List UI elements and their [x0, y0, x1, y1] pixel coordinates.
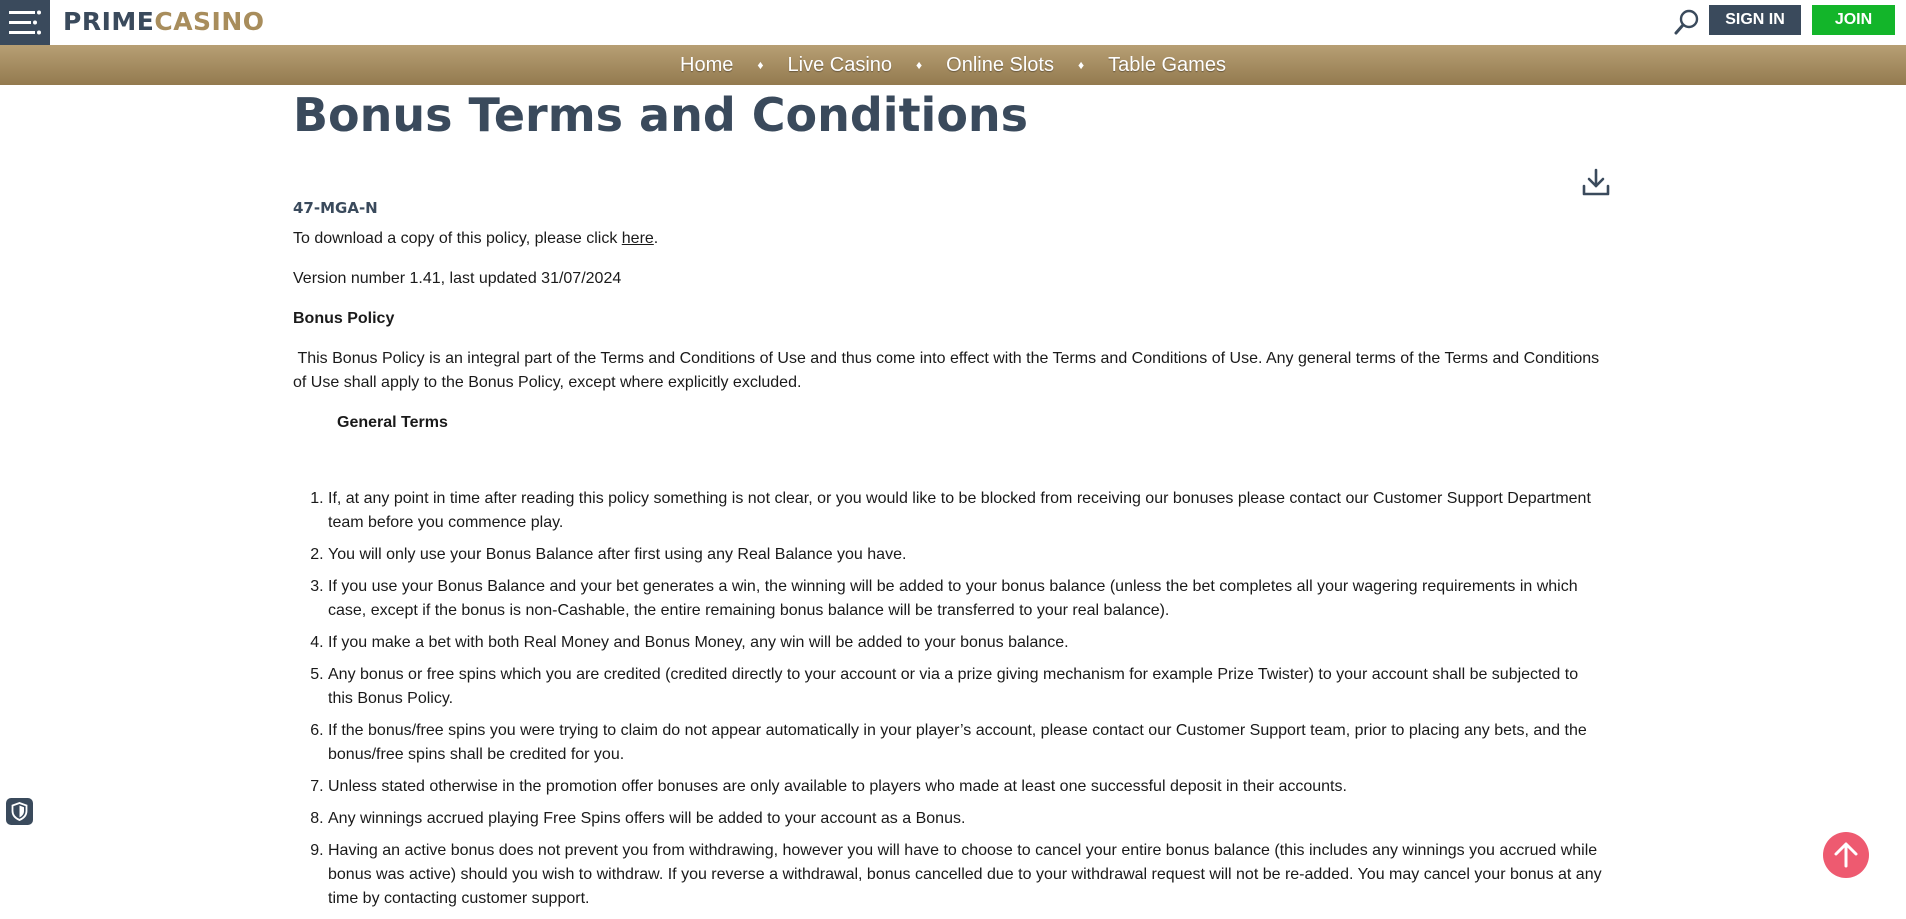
nav-separator: ♦ [757, 58, 764, 72]
list-item: 2. You will only use your Bonus Balance after first using any Real Balance you have. [328, 543, 1603, 567]
list-item: 9. Having an active bonus does not prevent you from withdrawing, however you will have to choose to cancel your entire bonus balance (this includes any winnings you accrued while bonus was active) should you wish to withdraw. If you reverse a withdrawal, bonus cancelled due to your withdrawal request will not be re-added. You may cancel your bonus at any time by contacting customer support. [328, 839, 1603, 911]
arrow-up-icon [1832, 841, 1860, 869]
intro-paragraph: This Bonus Policy is an integral part of the Terms and Conditions of Use and thus come into effect with the Terms and Conditions of Use. Any general terms of the Terms and Conditions of Use shall apply to the Bonus Policy, except where explicitly excluded. [293, 350, 1604, 391]
shield-icon [11, 802, 28, 821]
download-text: To download a copy of this policy, please click [293, 230, 622, 247]
main-nav [0, 45, 1906, 85]
search-icon[interactable] [1673, 8, 1701, 36]
menu-button[interactable] [0, 0, 50, 45]
page-title: Bonus Terms and Conditions [293, 88, 1029, 142]
list-item: 8. Any winnings accrued playing Free Spins offers will be added to your account as a Bonus. [328, 807, 1603, 831]
sign-in-button[interactable]: SIGN IN [1709, 5, 1801, 35]
logo[interactable] [63, 6, 265, 38]
logo-word-prime: PRIME [63, 7, 155, 36]
policy-code: 47-MGA-N [293, 199, 378, 217]
download-paragraph [293, 227, 658, 251]
list-item: 4. If you make a bet with both Real Money and Bonus Money, any win will be added to your bonus balance. [328, 631, 1603, 655]
list-item: 6. If the bonus/free spins you were trying to claim do not appear automatically in your player’s account, please contact our Customer Support team, prior to placing any bets, and the bonus/free spins shall be credited for you. [328, 719, 1603, 767]
logo-word-casino: CASINO [154, 7, 265, 36]
nav-item-online-slots[interactable]: Online Slots [946, 53, 1054, 76]
scroll-to-top-button[interactable] [1823, 832, 1869, 878]
nav-separator: ♦ [1078, 58, 1085, 72]
nav-item-live-casino[interactable]: Live Casino [787, 53, 893, 76]
version-text: Version number 1.41, last updated 31/07/2024 [293, 270, 622, 287]
nav-item-home[interactable]: Home [680, 53, 734, 76]
nav-separator: ♦ [916, 58, 923, 72]
list-item: 5. Any bonus or free spins which you are credited (credited directly to your account or via a prize giving mechanism for example Prize Twister) to your account shall be subjected to this Bonus Policy. [328, 663, 1603, 711]
download-icon[interactable] [1581, 167, 1611, 197]
list-item: 3. If you use your Bonus Balance and your bet generates a win, the winning will be added to your bonus balance (unless the bet completes all your wagering requirements in which case, except if the bonus is non-Cashable, the entire remaining bonus balance will be transferred to your real balance). [328, 575, 1603, 623]
subsection-title: General Terms [337, 414, 448, 431]
privacy-settings-button[interactable] [6, 798, 33, 825]
section-title: Bonus Policy [293, 310, 395, 327]
terms-list [293, 487, 1603, 919]
nav-item-table-games[interactable]: Table Games [1108, 53, 1226, 76]
list-item: 7. Unless stated otherwise in the promotion offer bonuses are only available to players who made at least one successful deposit in their accounts. [328, 775, 1603, 799]
hamburger-menu-icon [7, 6, 43, 40]
download-text-end: . [653, 230, 659, 247]
join-button[interactable]: JOIN [1812, 5, 1895, 35]
top-header [0, 0, 1906, 45]
download-here-link[interactable]: here [621, 230, 654, 247]
list-item: 1. If, at any point in time after reading this policy something is not clear, or you would like to be blocked from receiving our bonuses please contact our Customer Support Department team before you commence play. [328, 487, 1603, 535]
